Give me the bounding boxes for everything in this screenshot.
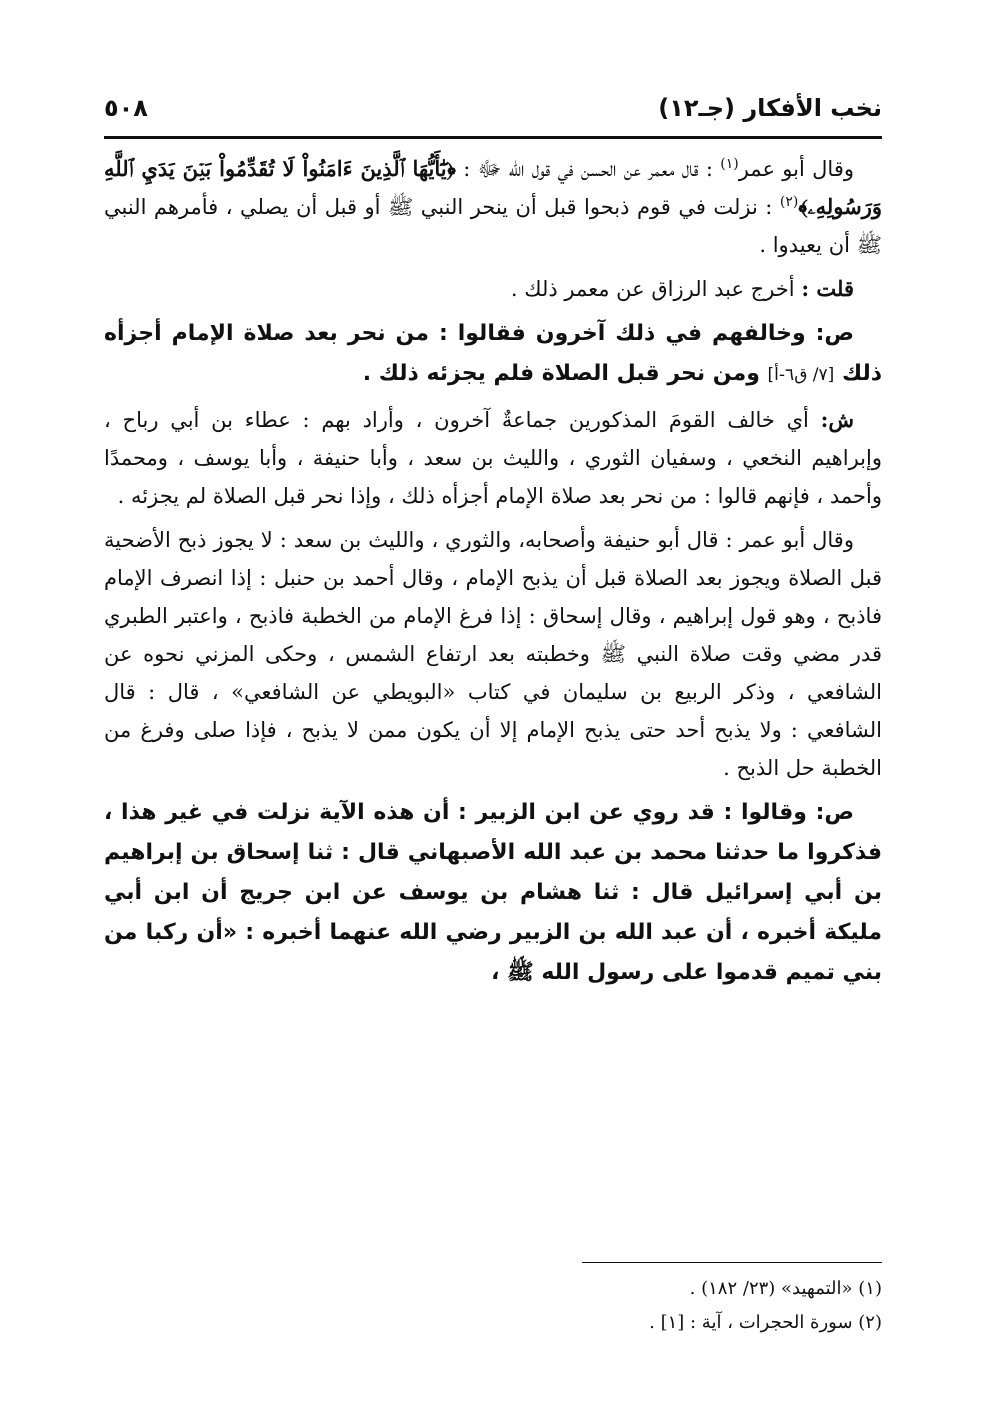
text-run: وقال أبو عمر [738,157,855,181]
text-run: أي خالف القومَ المذكورين جماعةٌ آخرون ، وأراد بهم : عطاء بن أبي رباح ، وإبراهيم النخعي ، وسفيان الثوري ، والليث بن سعد ، وأبا حنيفة ، وأبا يوسف ، ومحمدًا وأحمد ، فإنهم قالوا : من نحر بعد صلاة الإمام أجزأه ذلك ، وإذا نحر قبل الصلاة لم يجزئه . [104,408,882,508]
text-run: وخالفهم في ذلك آخرون فقالوا : من نحر بعد صلاة الإمام أجزأه ذلك [104,321,882,386]
footnote-ref-1: (١) [720,156,739,172]
page-number: ٥٠٨ [104,94,148,122]
footnote-2: (٢) سورة الحجرات ، آية : [١] . [649,1312,882,1333]
footnote-rule [582,1262,882,1263]
paragraph-matn-1 [104,314,882,395]
header-rule [104,136,882,139]
paragraph-abu-umar-quote [104,150,882,264]
footnote-1: (١) «التمهيد» (٢٣/ ١٨٢) . [689,1278,882,1299]
quran-verse: ﴿يَٰٓأَيُّهَا ٱلَّذِينَ ءَامَنُواْ لَا تُقَدِّمُواْ بَيۡنَ يَدَيِ ٱللَّهِ وَرَسُولِهِۦ﴾ [104,156,882,219]
running-header [104,88,882,128]
main-text [104,150,882,999]
paragraph-abu-umar-2 [104,521,882,787]
text-run: : نزلت في قوم ذبحوا قبل أن ينحر النبي ﷺ أو قبل أن يصلي ، فأمرهم النبي ﷺ أن يعيدوا . [104,195,882,257]
label-qultu: قلت : [801,276,854,301]
label-sad: ص: [815,800,854,825]
label-shin: ش: [820,407,854,432]
footnotes [104,1272,882,1340]
label-sad: ص: [815,321,854,346]
paragraph-sharh-1 [104,401,882,515]
text-run: : قال معمر عن الحسن في قول الله ﷻ : [455,157,721,181]
manuscript-folio-ref: [٧/ ق٦-أ] [767,365,835,385]
footnote-ref-2: (٢) [779,194,799,210]
text-run: ومن نحر قبل الصلاة فلم يجزئه ذلك . [362,361,768,386]
paragraph-matn-2 [104,793,882,993]
paragraph-qultu [104,270,882,308]
text-run: وقال أبو عمر : قال أبو حنيفة وأصحابه، والثوري ، والليث بن سعد : لا يجوز ذبح الأضحية قبل الصلاة ويجوز بعد الصلاة قبل أن يذبح الإمام ، وقال أحمد بن حنبل : إذا انصرف الإمام فاذبح ، وهو قول إبراهيم ، وقال إسحاق : إذا فرغ الإمام من الخطبة فاذبح ، واعتبر الطبري قدر مضي وقت صلاة النبي ﷺ وخطبته بعد ارتفاع الشمس ، وحكى المزني نحوه عن الشافعي ، وذكر الربيع بن سليمان في كتاب «البويطي عن الشافعي» ، قال : قال الشافعي : ولا يذبح أحد حتى يذبح الإمام إلا أن يكون ممن لا يذبح ، فإذا صلى وفرغ من الخطبة حل الذبح . [104,528,882,780]
text-run: وقالوا : قد روي عن ابن الزبير : أن هذه الآية نزلت في غير هذا ، فذكروا ما حدثنا محمد بن عبد الله الأصبهاني قال : ثنا إسحاق بن إبراهيم بن أبي إسرائيل قال : ثنا هشام بن يوسف عن ابن جريج أن ابن أبي مليكة أخبره ، أن عبد الله بن الزبير رضي الله عنهما أخبره : «أن ركبا من بني تميم قدموا على رسول الله ﷺ ، [104,800,882,985]
text-run: أخرج عبد الرزاق عن معمر ذلك . [510,277,802,301]
book-title: نخب الأفكار (جـ١٢) [658,94,882,122]
